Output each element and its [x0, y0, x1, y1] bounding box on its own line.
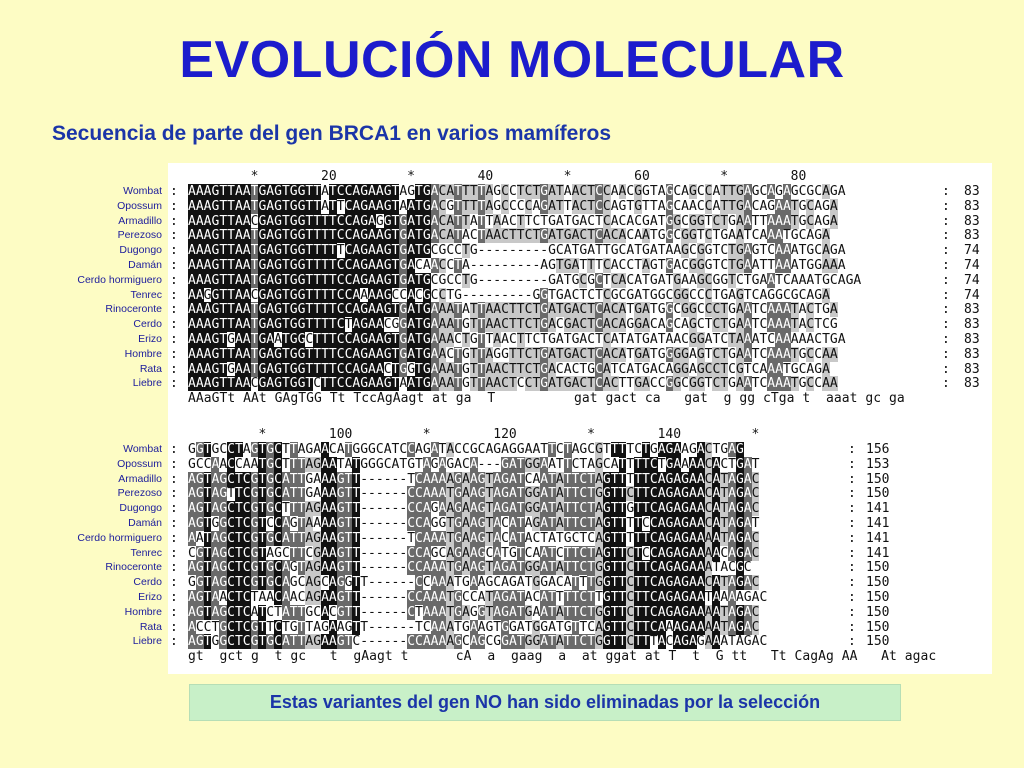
- sequence-row: AAAGTTAATGAGTGGTTTTCCAGAAGTGATGAACTGTTAGGTTCTGATGACTCACATGATGGGGAGTCTGAATCAAATGCCAA: [188, 346, 838, 362]
- species-label: Dugongo: [119, 244, 162, 257]
- sequence-length: 74: [964, 287, 980, 303]
- sequence-length: 83: [964, 302, 980, 318]
- sequence-length: 83: [964, 376, 980, 392]
- sequence-row: AAAGTTAATGAGTGGTTTTCTAGAACGGATGAAATGTTAACTTCTGACGACTCACAGGACAGCAGCTCTGAATCAAATACTCG: [188, 317, 838, 333]
- separator-colon: :: [848, 634, 856, 650]
- separator-colon: :: [170, 530, 178, 546]
- separator-colon: :: [942, 213, 950, 229]
- consensus-row: AAaGTt AAt GAgTGG Tt TccAgAagt at ga T gat gact ca gat g gg cTga t aaat gc ga: [188, 391, 905, 407]
- sequence-length: 150: [866, 604, 890, 620]
- separator-colon: :: [170, 619, 178, 635]
- separator-colon: :: [170, 243, 178, 259]
- sequence-row: AATAGCTCGTGCATTAGAAGTT------TCAAATGAAGTACATACTATGCTCAGTTTTTCAGAGAAAATAGAC: [188, 530, 760, 546]
- species-label: Damán: [128, 259, 162, 271]
- species-label: Perezoso: [117, 487, 162, 500]
- species-label: Cerdo hormiguero: [77, 531, 162, 544]
- species-label: Cerdo hormiguero: [77, 273, 162, 286]
- sequence-length: 150: [866, 634, 890, 650]
- species-label: Erizo: [138, 591, 162, 603]
- sequence-row: AAAGTTAATGAGTGGTTTTCCAGAAGTGATGCGCCTG---------GATGCGCTCACATGATGAAGCGGTCTGAATCAAATGCAGA: [188, 272, 862, 288]
- separator-colon: :: [942, 317, 950, 333]
- separator-colon: :: [848, 456, 856, 472]
- sequence-row: AGTAGTTCGTGCATTGAAAGTT------CCAAATGAAGTAGATGGATATTCTGGTTCTTCAGAGAACATAGAC: [188, 486, 760, 502]
- conclusion-banner: Estas variantes del gen NO han sido eliminadas por la selección: [189, 684, 901, 721]
- separator-colon: :: [942, 272, 950, 288]
- sequence-row: AGTGGCTCGTCCAGTAAAAGTT------CCAGGTGAAGTACATAGATATTCTAGTTTTCCAGAGAACATAGAT: [188, 516, 760, 531]
- sequence-row: GGTAGCTCGTGCAGCAGCAGGTT------CCAAATGAAGCAGATGGACATTTGGTTCTTCAGAGAACATAGAC: [188, 575, 760, 591]
- species-label: Tenrec: [130, 546, 162, 559]
- separator-colon: :: [942, 376, 950, 392]
- sequence-row: AGTAACTCTAACAACAGAAGTT------CCAAATGCCATAGATACATTTTCTTGTTCTTCAGAGAATAAAAGAC: [188, 590, 768, 605]
- species-label: Liebre: [132, 377, 162, 390]
- species-label: Liebre: [132, 635, 162, 648]
- position-ruler: * 20 * 40 * 60 * 80: [188, 169, 807, 184]
- consensus-row: gt gct g t gc t gAagt t cA a gaag a at ggat at T t G tt Tt CagAg AA At agac: [188, 649, 937, 665]
- page-title: EVOLUCIÓN MOLECULAR: [179, 31, 845, 89]
- sequence-row: GGTGCCTAGTGCTTAGAACATGGGCATCCAGATACCGCAGAGGAATTCTAGCGTTTTCTGAGAAGACTGAG: [188, 442, 744, 457]
- separator-colon: :: [848, 516, 856, 531]
- separator-colon: :: [848, 619, 856, 635]
- sequence-row: AAAGTTAACGAGTGGTCTTCCAGAAGTAATGAAATGTTAACTCCTGATGACTCACTTGACCGGCGGTCTGAATCAAATGCCAA: [188, 376, 838, 392]
- sequence-row: AGTAGCTCGTGCATTGAAAGTT------TCAAAAGAAGTAGATCAATATTCTAGTTTTTCAGAGAACATAGAC: [188, 471, 760, 487]
- species-label: Opossum: [117, 457, 162, 470]
- sequence-length: 150: [866, 471, 890, 487]
- separator-colon: :: [170, 317, 178, 333]
- sequence-row: AAAGTTAATGAGTGGTTATCCAGAAGTAGTGACATTTTAGCCTCTGATAACTCCAACGGTAGCAGCCATTGAGCAGAGCGCAGA: [188, 184, 846, 199]
- separator-colon: :: [170, 272, 178, 288]
- separator-colon: :: [170, 287, 178, 303]
- separator-colon: :: [170, 258, 178, 273]
- sequence-row: AGTAGCTCATCTATTGCACGTT------CTAAATGAGGTAGATGAATATTCTGGTTCTTCAGAGAAAATAGAC: [188, 604, 760, 620]
- sequence-length: 141: [866, 516, 890, 531]
- separator-colon: :: [170, 184, 178, 199]
- sequence-length: 153: [866, 456, 890, 472]
- separator-colon: :: [170, 346, 178, 362]
- sequence-row: AAAGTTAATGAGTGGTTTTCCAGAAGTGATGACATACTAACTTCTGATGACTCACACAATGGCGGTCTGAATCAAATGCAGA: [188, 228, 830, 244]
- sequence-length: 141: [866, 501, 890, 517]
- sequence-row: AAAGTGAATGAGTGGTTTTCCAGAACTGGTGAAATGTTAACTTCTGACACTGCATCATGACAGGAGCCTCGTCAAATGCAGA: [188, 361, 830, 377]
- sequence-length: 74: [964, 258, 980, 273]
- species-label: Rata: [139, 362, 162, 375]
- species-label: Wombat: [123, 443, 162, 455]
- sequence-length: 150: [866, 486, 890, 502]
- sequence-row: AGTGGCTCGTGCATTAGAAGTC------CCAAAAGCAGCGGATGGATATTCTGGTTCTTTACAGAGAAATAGAC: [188, 634, 768, 650]
- separator-colon: :: [942, 198, 950, 214]
- sequence-length: 74: [964, 243, 980, 259]
- sequence-row: AAAGTTAATGAGTGGTTATTCAGAAGTAATGACGTTTTAGCCCCAGATTACTCCAGTGTTAGCAACCATTGACAGAATGCAGA: [188, 198, 838, 214]
- species-label: Rinoceronte: [105, 303, 162, 316]
- separator-colon: :: [942, 302, 950, 318]
- sequence-row: AAAGTTAATGAGTGGTTTTTCAGAAGTGATGCGCCTG---------GCATGATTGCATGATAAGCGGTCTGAGTCAAATGCAGA: [188, 243, 846, 259]
- species-label: Erizo: [138, 333, 162, 345]
- separator-colon: :: [848, 442, 856, 457]
- sequence-length: 83: [964, 198, 980, 214]
- sequence-row: GCCAACCAATGCTTTAGAATATGGGCATGTAGAGACA---GATGGAATTCTAGCATTTTCTGAAAACACTGAT: [188, 456, 760, 472]
- separator-colon: :: [942, 258, 950, 273]
- species-label: Armadillo: [118, 472, 162, 485]
- species-label: Opossum: [117, 199, 162, 212]
- species-label: Rinoceronte: [105, 561, 162, 574]
- separator-colon: :: [848, 501, 856, 517]
- species-label: Damán: [128, 517, 162, 529]
- species-label: Hombre: [124, 347, 162, 360]
- separator-colon: :: [170, 590, 178, 605]
- species-label: Tenrec: [130, 288, 162, 301]
- sequence-length: 150: [866, 560, 890, 576]
- sequence-length: 156: [866, 442, 890, 457]
- sequence-length: 150: [866, 619, 890, 635]
- separator-colon: :: [170, 575, 178, 591]
- sequence-row: AGTAGCTCGTGCTTTAGAAGTT------CCAGAAGAAGTAGATGGATATTCTAGTTGTTCAGAGAACATAGAC: [188, 501, 760, 517]
- separator-colon: :: [942, 243, 950, 259]
- separator-colon: :: [170, 302, 178, 318]
- sequence-length: 141: [866, 545, 890, 561]
- sequence-length: 83: [964, 184, 980, 199]
- separator-colon: :: [848, 530, 856, 546]
- separator-colon: :: [848, 575, 856, 591]
- sequence-length: 83: [964, 332, 980, 347]
- separator-colon: :: [170, 456, 178, 472]
- separator-colon: :: [942, 287, 950, 303]
- separator-colon: :: [942, 332, 950, 347]
- species-label: Cerdo: [133, 318, 162, 331]
- separator-colon: :: [942, 346, 950, 362]
- separator-colon: :: [848, 545, 856, 561]
- sequence-row: AAGGTTAACGAGTGGTTTTCCAAAAGCCACGCCTG---------GGTGACTCTCGCGATGGCGGCCCTGAGTCAGGCGCAGA: [188, 287, 830, 303]
- separator-colon: :: [170, 198, 178, 214]
- separator-colon: :: [848, 560, 856, 576]
- separator-colon: :: [170, 376, 178, 392]
- page-subtitle: Secuencia de parte del gen BRCA1 en varios mamíferos: [52, 122, 612, 145]
- species-label: Rata: [139, 620, 162, 633]
- sequence-length: 74: [964, 272, 980, 288]
- separator-colon: :: [170, 545, 178, 561]
- sequence-row: CGTAGCTCGTAGCTTCGAAGTT------CCAGCAGAAGCATGTCAATCTTCTAGTTCTCCAGAGAAAACAGAC: [188, 545, 760, 561]
- sequence-length: 150: [866, 590, 890, 605]
- sequence-row: ACCTGCTCGTTCTGTTAGAAGTT------TCAAATGAAGTGGATGGATGTTCAGTTCTTCAAAGAAAATAGAC: [188, 619, 760, 635]
- sequence-row: AGTAGCTCGTGCAGTAGAAGTT------CCAAATGAAGTAGATGGATATTCTGGTTCTTCAGAGAAATACGC: [188, 560, 752, 576]
- sequence-row: AAAGTTAATGAGTGGTTTTCCAGAAGTGATGAAATATTAACTTCTGATGACTCACATGATGGCGGCCCTGAATCAAATACTGA: [188, 302, 838, 318]
- separator-colon: :: [170, 471, 178, 487]
- sequence-length: 83: [964, 346, 980, 362]
- separator-colon: :: [170, 213, 178, 229]
- separator-colon: :: [942, 228, 950, 244]
- sequence-length: 141: [866, 530, 890, 546]
- separator-colon: :: [848, 471, 856, 487]
- species-label: Perezoso: [117, 229, 162, 242]
- separator-colon: :: [170, 332, 178, 347]
- separator-colon: :: [942, 184, 950, 199]
- sequence-row: AAAGTTAACGAGTGGTTTTCCAGAGGTGATGACATTATTAACTTCTGATGACTCACACGATGGCGGTCTGAATTAAATGCAGA: [188, 213, 838, 229]
- sequence-length: 83: [964, 361, 980, 377]
- species-label: Hombre: [124, 605, 162, 618]
- separator-colon: :: [942, 361, 950, 377]
- separator-colon: :: [848, 590, 856, 605]
- sequence-length: 83: [964, 317, 980, 333]
- species-label: Wombat: [123, 185, 162, 197]
- separator-colon: :: [170, 604, 178, 620]
- species-label: Cerdo: [133, 576, 162, 589]
- sequence-row: AAAGTGAATGAATGGCTTTCCAGAAGTGATGAAACTGTTAACTTCTGATGACTCATATGATAACGGATCTAAATCAAAAACTGA: [188, 332, 846, 347]
- separator-colon: :: [848, 486, 856, 502]
- sequence-row: AAAGTTAATGAGTGGTTTTCCAGAAGTGACAACCTA---------AGTGATTTCACCTAGTGACGGGTCTGAATTAAATGGAAA: [188, 258, 846, 273]
- separator-colon: :: [170, 486, 178, 502]
- separator-colon: :: [170, 501, 178, 517]
- species-label: Dugongo: [119, 502, 162, 515]
- alignment-panel: [77, 163, 992, 674]
- separator-colon: :: [170, 228, 178, 244]
- sequence-length: 83: [964, 213, 980, 229]
- separator-colon: :: [170, 516, 178, 531]
- sequence-length: 150: [866, 575, 890, 591]
- species-label: Armadillo: [118, 214, 162, 227]
- sequence-length: 83: [964, 228, 980, 244]
- separator-colon: :: [848, 604, 856, 620]
- separator-colon: :: [170, 634, 178, 650]
- separator-colon: :: [170, 560, 178, 576]
- separator-colon: :: [170, 442, 178, 457]
- position-ruler: * 100 * 120 * 140 *: [188, 427, 760, 442]
- separator-colon: :: [170, 361, 178, 377]
